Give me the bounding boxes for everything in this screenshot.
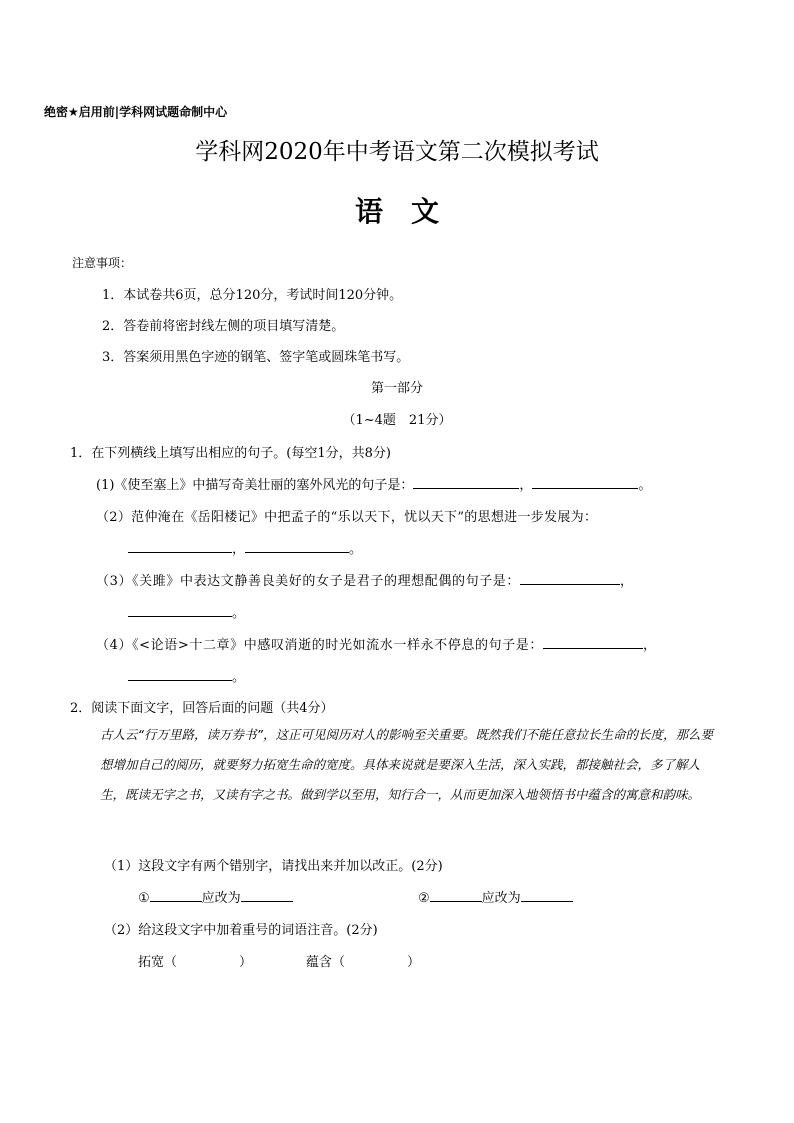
pinyin-close: ）	[407, 955, 421, 970]
fix-row-2	[418, 887, 573, 906]
q1-item-4	[96, 634, 657, 653]
q1-item-3-blanks	[128, 602, 245, 621]
fix-label: 应改为	[201, 891, 241, 906]
q1-item-2	[96, 506, 597, 525]
answer-blank[interactable]	[532, 474, 638, 489]
q1-item-sep: ，	[232, 542, 246, 557]
fix-row-1	[138, 887, 293, 906]
answer-blank[interactable]	[128, 666, 232, 681]
q1-item-text: （3）《关雎》中表达文静善良美好的女子是君子的理想配偶的句子是：	[96, 574, 520, 589]
answer-blank[interactable]	[128, 602, 232, 617]
q1-item-sep: ，	[519, 478, 533, 493]
q2-sub-1: （1）这段文字有两个错别字，请找出来并加以改正。(2分)	[104, 859, 443, 874]
part-name: 第一部分	[370, 381, 423, 396]
pinyin-row-2	[306, 951, 420, 970]
secret-label: 绝密★启用前|学科网试题命制中心	[44, 105, 228, 119]
answer-blank[interactable]	[520, 570, 620, 585]
q1-item-end: 。	[638, 478, 652, 493]
q1-item-4-blanks	[128, 666, 245, 685]
exam-title: 学科网2020年中考语文第二次模拟考试	[195, 139, 599, 165]
correct-char-blank[interactable]	[521, 887, 573, 902]
fix-label: 应改为	[481, 891, 521, 906]
note-item: 2．答卷前将密封线左侧的项目填写清楚。	[102, 319, 345, 334]
fix-mark: ①	[138, 891, 150, 906]
q1-item-text: （2）范仲淹在《岳阳楼记》中把孟子的“乐以天下，忧以天下”的思想进一步发展为：	[96, 510, 598, 525]
q2-sub-2: （2）给这段文字中加着重号的词语注音。(2分)	[104, 923, 378, 938]
q1-item-end: 。	[349, 542, 363, 557]
q1-item-end: 。	[232, 670, 246, 685]
note-item: 1．本试卷共6页，总分120分，考试时间120分钟。	[102, 288, 403, 303]
q1-item-sep: ，	[642, 638, 657, 653]
q1-item-sep: ，	[619, 574, 634, 589]
answer-blank[interactable]	[128, 538, 232, 553]
pinyin-word: 蕴含（	[306, 955, 346, 970]
wrong-char-blank[interactable]	[150, 887, 202, 902]
subject-title: 语文	[354, 195, 467, 228]
fix-mark: ②	[418, 891, 430, 906]
reading-passage: 古人云“行万里路，读万券书”，这正可见阅历对人的影响至关重要。既然我们不能任意拉长生命的长度，那么要想增加自己的阅历，就要努力拓宽生命的宽度。具体来说就是要深入生活，深入实践，都接触社会，多了解人生，既读无字之书，又读有字之书。做到学以至用，知行合一，从而更加深入地领悟书中蕴含的寓意和韵味。	[100, 727, 713, 802]
q1-item-2-blanks	[128, 538, 362, 557]
q1-item-text: （4）《<论语>十二章》中感叹消逝的时光如流水一样永不停息的句子是：	[96, 638, 543, 653]
answer-blank[interactable]	[245, 538, 349, 553]
question-2-stem: 2．阅读下面文字，回答后面的问题（共4分）	[70, 701, 334, 716]
answer-blank[interactable]	[543, 634, 643, 649]
q1-item-end: 。	[232, 606, 246, 621]
pinyin-close: ）	[239, 955, 253, 970]
pinyin-row-1	[138, 951, 252, 970]
q1-item-3	[96, 570, 634, 589]
notes-heading: 注意事项：	[72, 256, 133, 270]
q1-item-1	[96, 474, 651, 493]
question-1-stem: 1．在下列横线上填写出相应的句子。(每空1分，共8分)	[70, 446, 391, 461]
q1-item-text: (1)《使至塞上》中描写奇美壮丽的塞外风光的句子是：	[96, 478, 414, 493]
note-item: 3．答案须用黑色字迹的钢笔、签字笔或圆珠笔书写。	[102, 350, 410, 365]
part-range: （1~4题 21分）	[342, 413, 452, 428]
pinyin-word: 拓宽（	[138, 955, 178, 970]
correct-char-blank[interactable]	[241, 887, 293, 902]
answer-blank[interactable]	[413, 474, 519, 489]
wrong-char-blank[interactable]	[430, 887, 482, 902]
